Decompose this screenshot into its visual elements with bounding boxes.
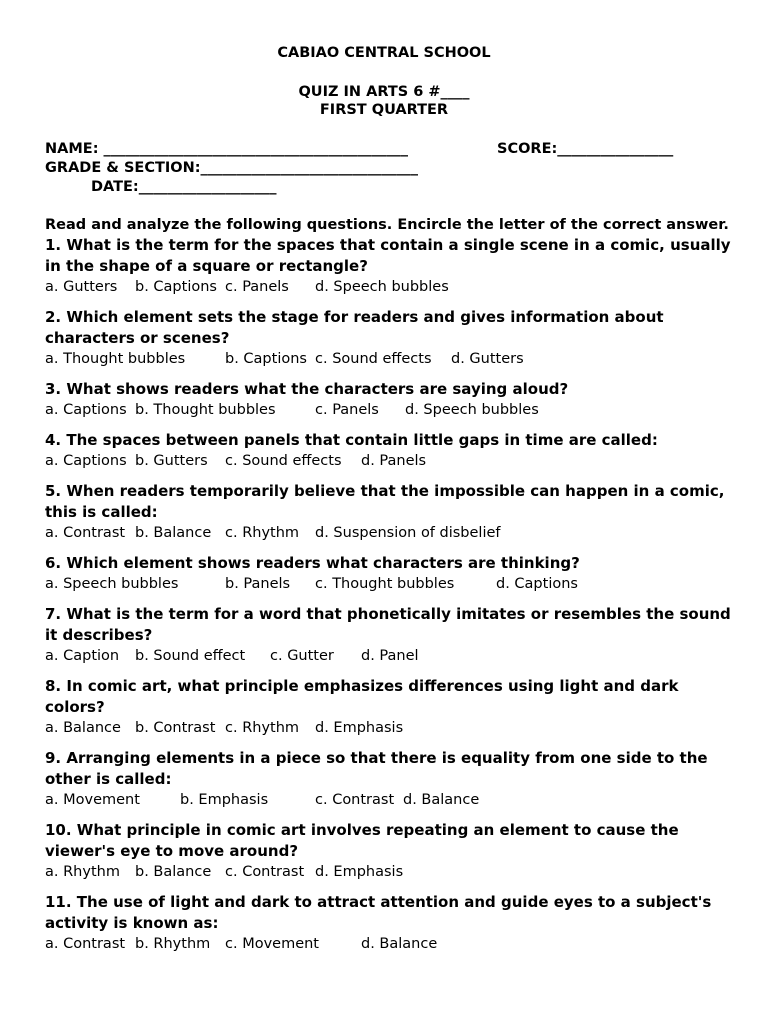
answer-option[interactable]: b. Thought bubbles	[135, 402, 276, 418]
question-text: 2. Which element sets the stage for readers and gives information about characters or scenes?	[45, 308, 664, 347]
answer-options	[45, 574, 735, 595]
answer-option[interactable]: c. Thought bubbles	[315, 576, 455, 592]
answer-option[interactable]: a. Gutters	[45, 279, 118, 295]
answer-option[interactable]: d. Balance	[361, 936, 438, 952]
question-item	[45, 553, 735, 595]
answer-option[interactable]: a. Contrast	[45, 936, 126, 952]
answer-option[interactable]: b. Panels	[225, 576, 291, 592]
answer-option[interactable]: b. Balance	[135, 525, 212, 541]
answer-option[interactable]: b. Captions	[135, 279, 217, 295]
question-item	[45, 235, 735, 298]
question-text: 9. Arranging elements in a piece so that there is equality from one side to the other is called:	[45, 749, 708, 788]
quiz-title: QUIZ IN ARTS 6 #____	[298, 84, 470, 100]
question-item	[45, 604, 735, 667]
question-item	[45, 379, 735, 421]
answer-option[interactable]: b. Sound effect	[135, 648, 246, 664]
answer-option[interactable]: a. Contrast	[45, 525, 126, 541]
answer-options	[45, 934, 735, 955]
answer-option[interactable]: c. Rhythm	[225, 720, 300, 736]
answer-options	[45, 451, 735, 472]
answer-option[interactable]: d. Gutters	[451, 351, 524, 367]
answer-option[interactable]: d. Panel	[361, 648, 419, 664]
question-item	[45, 676, 735, 739]
answer-option[interactable]: a. Balance	[45, 720, 121, 736]
answer-option[interactable]: a. Speech bubbles	[45, 576, 179, 592]
name-field-line: NAME: __________________________________________	[45, 141, 409, 157]
answer-option[interactable]: d. Panels	[361, 453, 427, 469]
question-list	[45, 235, 735, 964]
answer-option[interactable]: a. Movement	[45, 792, 140, 808]
answer-options	[45, 790, 735, 811]
question-text: 8. In comic art, what principle emphasizes differences using light and dark colors?	[45, 677, 679, 716]
answer-option[interactable]: d. Emphasis	[315, 864, 404, 880]
answer-option[interactable]: d. Speech bubbles	[405, 402, 539, 418]
answer-options	[45, 277, 735, 298]
question-text: 7. What is the term for a word that phonetically imitates or resembles the sound it describes?	[45, 605, 731, 644]
answer-options	[45, 862, 735, 883]
answer-option[interactable]: b. Captions	[225, 351, 307, 367]
answer-option[interactable]: a. Captions	[45, 453, 127, 469]
answer-option[interactable]: d. Suspension of disbelief	[315, 525, 501, 541]
answer-option[interactable]: a. Rhythm	[45, 864, 120, 880]
answer-option[interactable]: c. Gutter	[270, 648, 334, 664]
question-item	[45, 892, 735, 955]
question-item	[45, 820, 735, 883]
answer-option[interactable]: a. Caption	[45, 648, 120, 664]
answer-option[interactable]: c. Panels	[315, 402, 379, 418]
answer-option[interactable]: c. Panels	[225, 279, 289, 295]
answer-option[interactable]: c. Rhythm	[225, 525, 300, 541]
answer-options	[45, 349, 735, 370]
answer-option[interactable]: d. Balance	[403, 792, 480, 808]
date-field-line: DATE:___________________	[91, 179, 277, 195]
question-item	[45, 430, 735, 472]
answer-option[interactable]: d. Captions	[496, 576, 578, 592]
answer-option[interactable]: d. Speech bubbles	[315, 279, 449, 295]
question-text: 5. When readers temporarily believe that the impossible can happen in a comic, this is called:	[45, 482, 725, 521]
answer-option[interactable]: a. Thought bubbles	[45, 351, 186, 367]
grade-section-field-line: GRADE & SECTION:______________________________	[45, 160, 419, 176]
answer-option[interactable]: b. Contrast	[135, 720, 216, 736]
question-text: 3. What shows readers what the characters are saying aloud?	[45, 380, 569, 398]
answer-option[interactable]: c. Contrast	[225, 864, 305, 880]
question-item	[45, 307, 735, 370]
answer-option[interactable]: c. Sound effects	[315, 351, 432, 367]
answer-option[interactable]: b. Gutters	[135, 453, 208, 469]
question-text: 6. Which element shows readers what characters are thinking?	[45, 554, 580, 572]
answer-option[interactable]: a. Captions	[45, 402, 127, 418]
answer-option[interactable]: b. Balance	[135, 864, 212, 880]
answer-options	[45, 646, 735, 667]
question-text: 11. The use of light and dark to attract attention and guide eyes to a subject's activity is known as:	[45, 893, 712, 932]
answer-option[interactable]: c. Movement	[225, 936, 319, 952]
question-text: 4. The spaces between panels that contain little gaps in time are called:	[45, 431, 658, 449]
answer-option[interactable]: d. Emphasis	[315, 720, 404, 736]
answer-option[interactable]: c. Contrast	[315, 792, 395, 808]
score-field-line: SCORE:________________	[497, 141, 674, 157]
answer-options	[45, 523, 735, 544]
answer-option[interactable]: b. Rhythm	[135, 936, 211, 952]
answer-options	[45, 400, 735, 421]
question-item	[45, 481, 735, 544]
quarter-label: FIRST QUARTER	[319, 102, 449, 118]
answer-options	[45, 718, 735, 739]
question-text: 10. What principle in comic art involves repeating an element to cause the viewer's eye to move around?	[45, 821, 679, 860]
answer-option[interactable]: b. Emphasis	[180, 792, 269, 808]
school-name: CABIAO CENTRAL SCHOOL	[277, 45, 491, 61]
question-item	[45, 748, 735, 811]
instructions: Read and analyze the following questions. Encircle the letter of the correct answer.	[45, 217, 729, 233]
question-text: 1. What is the term for the spaces that contain a single scene in a comic, usually in the shape of a square or rectangle?	[45, 236, 731, 275]
answer-option[interactable]: c. Sound effects	[225, 453, 342, 469]
